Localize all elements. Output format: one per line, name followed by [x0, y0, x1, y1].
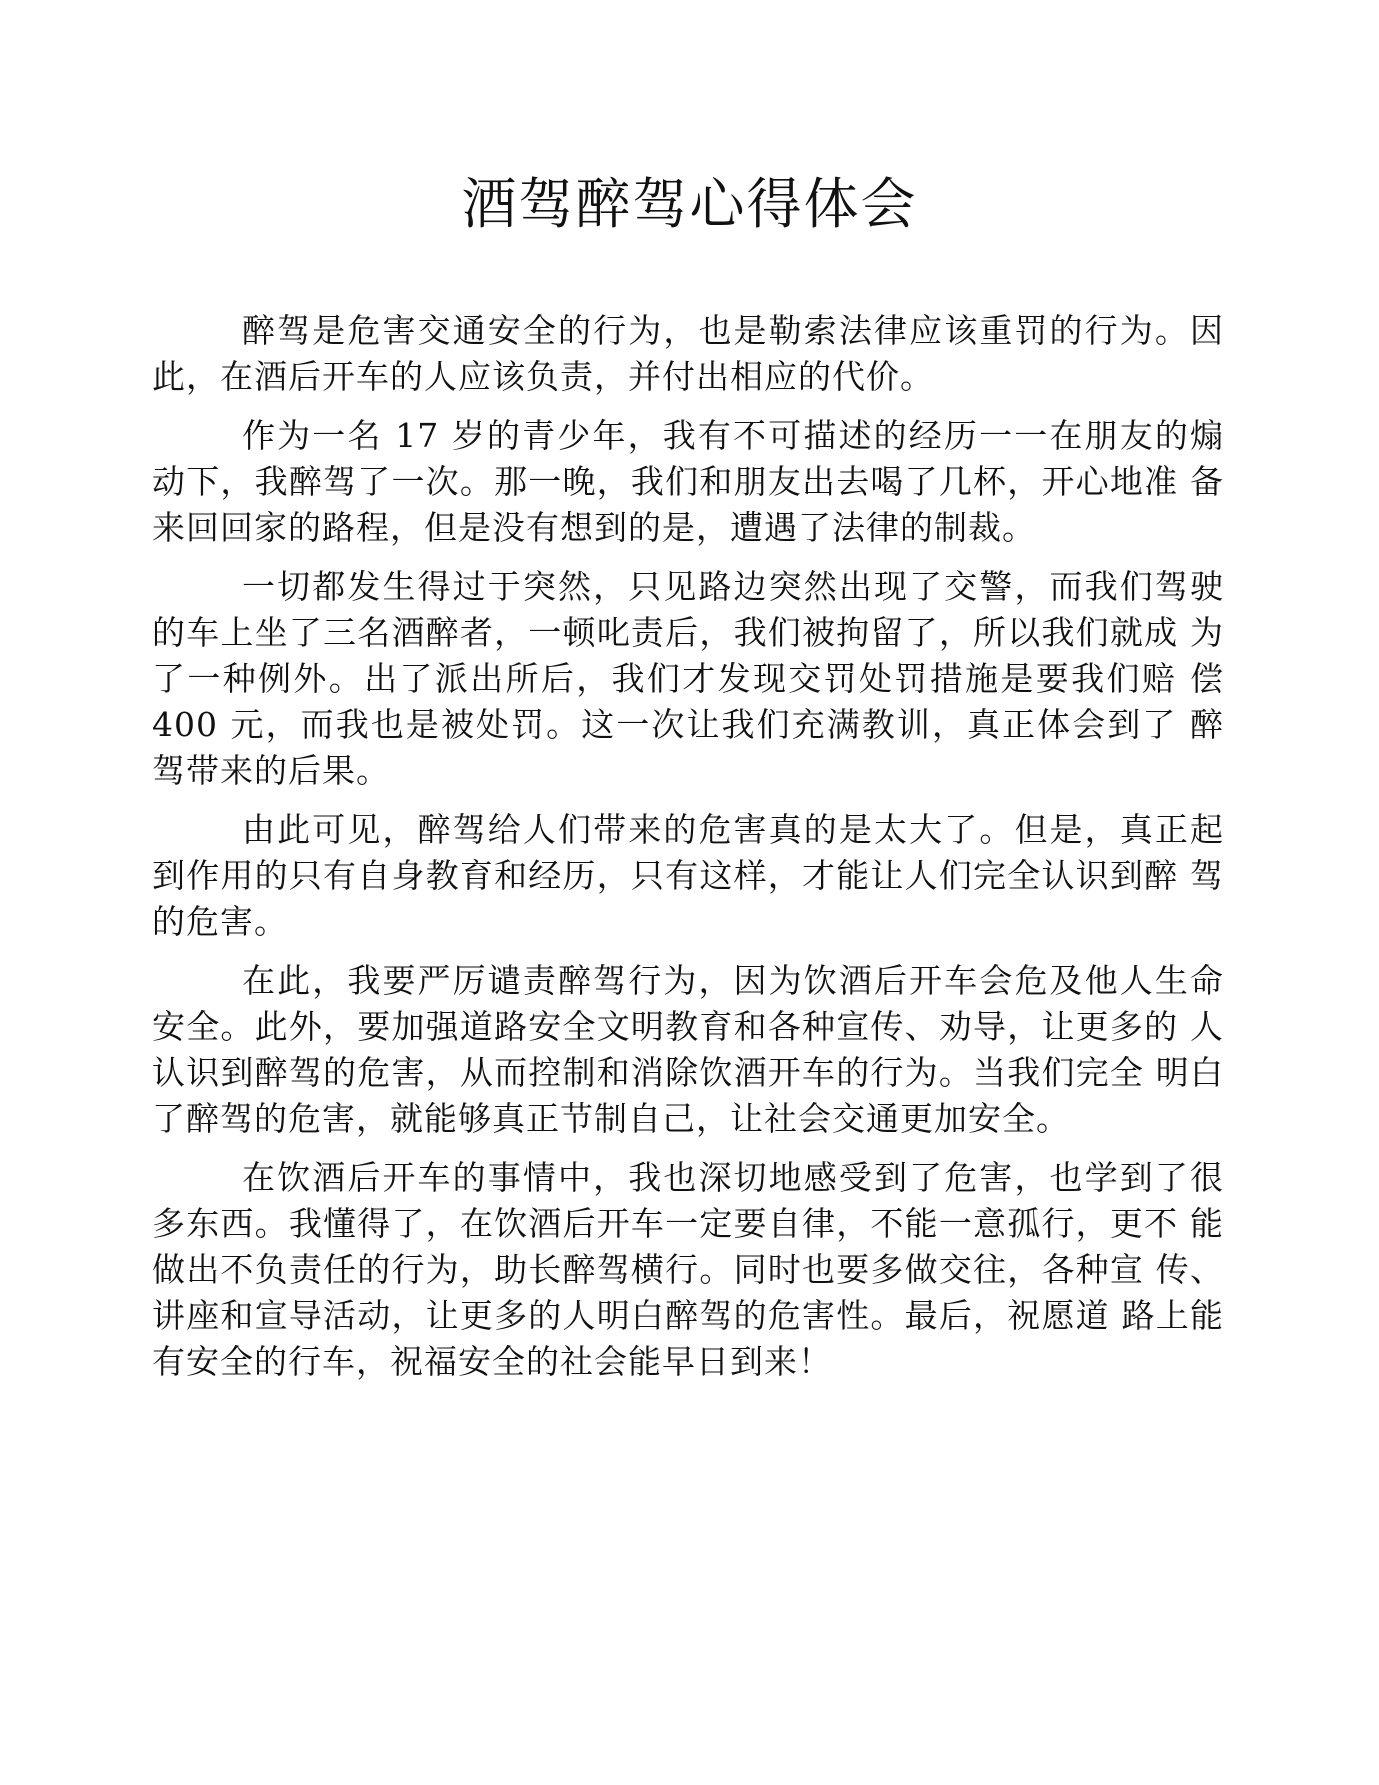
paragraph: 作为一名 17 岁的青少年，我有不可描述的经历一一在朋友的煽 动下，我醉驾了一次。那一晚，我们和朋友出去喝了几杯，开心地准 备来回回家的路程，但是没有想到的是，遭遇了法律的制裁。 — [152, 416, 1224, 547]
paragraph: 在此，我要严厉谴责醉驾行为，因为饮酒后开车会危及他人生命 安全。此外，要加强道路安全文明教育和各种宣传、劝导，让更多的 人认识到醉驾的危害，从而控制和消除饮酒开车的行为。当我们完全 明白了醉驾的危害，就能够真正节制自己，让社会交通更加安全。 — [152, 961, 1224, 1138]
document-title: 酒驾醉驾心得体会 — [461, 172, 918, 236]
paragraph: 醉驾是危害交通安全的行为，也是勒索法律应该重罚的行为。因 此，在酒后开车的人应该负责，并付出相应的代价。 — [152, 311, 1224, 396]
paragraph: 由此可见，醉驾给人们带来的危害真的是太大了。但是，真正起 到作用的只有自身教育和经历，只有这样，才能让人们完全认识到醉 驾的危害。 — [152, 810, 1224, 941]
document-body — [152, 308, 1224, 1398]
paragraph: 在饮酒后开车的事情中，我也深切地感受到了危害，也学到了很 多东西。我懂得了，在饮酒后开车一定要自律，不能一意孤行，更不 能做出不负责任的行为，助长醉驾横行。同时也要多做交往，各种宣 传、讲座和宣导活动，让更多的人明白醉驾的危害性。最后，祝愿道 路上能有安全的行车，祝福安全的社会能早日到来！ — [152, 1158, 1224, 1381]
paragraph: 一切都发生得过于突然，只见路边突然出现了交警，而我们驾驶 的车上坐了三名酒醉者，一顿叱责后，我们被拘留了，所以我们就成 为了一种例外。出了派出所后，我们才发现交罚处罚措施是要我们赔 偿 400 元，而我也是被处罚。这一次让我们充满教训，真正体会到了 醉驾带来的后果。 — [152, 567, 1224, 790]
